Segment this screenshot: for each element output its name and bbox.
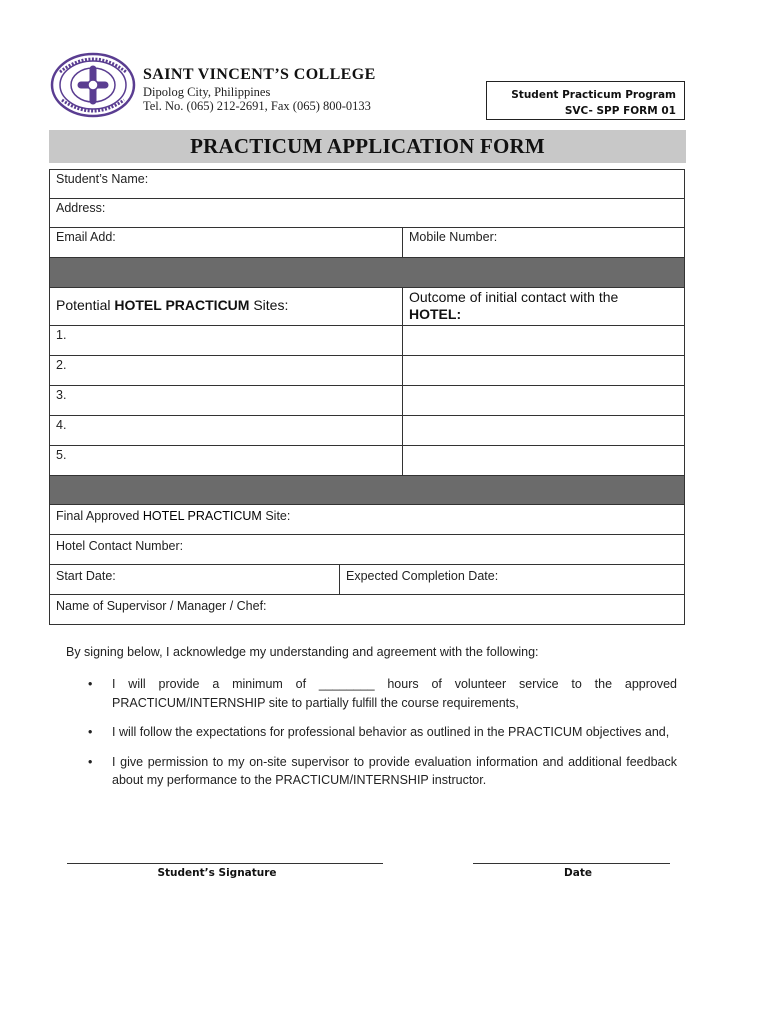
student-name-label: Student’s Name:	[56, 172, 149, 186]
address-line-2: Tel. No. (065) 212-2691, Fax (065) 800-0133	[143, 99, 371, 113]
site-number: 3.	[56, 388, 67, 402]
potential-sites-header	[50, 288, 402, 325]
outcome-field[interactable]	[402, 326, 684, 355]
completion-date-field[interactable]	[339, 565, 684, 594]
form-code-box	[486, 81, 685, 120]
agreement-item	[88, 723, 677, 742]
site-field[interactable]	[50, 416, 402, 445]
sites-header-bold: HOTEL PRACTICUM	[114, 297, 250, 313]
sites-header-prefix: Potential	[56, 297, 115, 313]
address-row[interactable]	[49, 199, 685, 228]
agreement-item-text: I give permission to my on-site supervisor to provide evaluation information and additional feedback about my performance to the PRACTICUM/INTERNSHIP instructor.	[112, 754, 677, 787]
student-signature-label: Student’s Signature	[157, 867, 277, 879]
email-label: Email Add:	[56, 230, 116, 244]
mobile-label: Mobile Number:	[409, 230, 498, 244]
student-name-row[interactable]	[49, 169, 685, 199]
start-date-label: Start Date:	[56, 569, 116, 583]
hotel-contact-label: Hotel Contact Number:	[56, 539, 184, 553]
site-field[interactable]	[50, 386, 402, 415]
site-field[interactable]	[50, 446, 402, 475]
agreement-intro: By signing below, I acknowledge my understanding and agreement with the following:	[66, 645, 539, 659]
completion-date-label: Expected Completion Date:	[346, 569, 499, 583]
date-label: Date	[564, 867, 592, 879]
site-number: 1.	[56, 328, 67, 342]
approved-suffix: Site:	[261, 509, 291, 523]
supervisor-label: Name of Supervisor / Manager / Chef:	[56, 599, 267, 613]
supervisor-row[interactable]	[49, 595, 685, 625]
site-row	[49, 326, 685, 356]
contact-row	[49, 228, 685, 258]
approved-site-label	[50, 505, 684, 534]
college-seal-logo	[50, 52, 136, 118]
agreement-list	[88, 675, 677, 801]
outcome-header-line2: HOTEL:	[409, 306, 462, 322]
bullet-point: •	[88, 754, 93, 769]
section-divider	[49, 476, 685, 505]
start-date-field[interactable]	[50, 565, 339, 594]
approved-bold: HOTEL PRACTICUM	[142, 509, 262, 523]
agreement-item-text: I will provide a minimum of ________ hours of volunteer service to the approved PRACTICUM/INTERNSHIP site to partially fulfill the course requirements,	[112, 677, 677, 710]
dates-row	[49, 565, 685, 595]
hotel-contact-row[interactable]	[49, 535, 685, 565]
date-line[interactable]	[473, 863, 670, 864]
form-title: PRACTICUM APPLICATION FORM	[190, 134, 545, 158]
college-address	[143, 85, 371, 113]
site-row	[49, 446, 685, 476]
outcome-header	[402, 288, 684, 325]
program-label: Student Practicum Program	[511, 89, 676, 101]
form-code: SVC- SPP FORM 01	[564, 105, 676, 117]
agreement-item	[88, 753, 677, 790]
site-field[interactable]	[50, 326, 402, 355]
outcome-header-line1: Outcome of initial contact with the	[409, 289, 619, 305]
bullet-point: •	[88, 725, 93, 739]
outcome-field[interactable]	[402, 356, 684, 385]
sites-header-suffix: Sites:	[249, 297, 289, 313]
site-number: 4.	[56, 418, 67, 432]
agreement-item-text: I will follow the expectations for professional behavior as outlined in the PRACTICUM objectives and,	[112, 725, 670, 739]
address-line-1: Dipolog City, Philippines	[143, 85, 271, 99]
site-number: 2.	[56, 358, 67, 372]
bullet-point: •	[88, 677, 93, 691]
outcome-field[interactable]	[402, 416, 684, 445]
student-signature-line[interactable]	[67, 863, 383, 864]
sites-header-row	[49, 288, 685, 326]
college-name: SAINT VINCENT’S COLLEGE	[143, 66, 376, 83]
application-table	[49, 169, 685, 625]
site-row	[49, 356, 685, 386]
address-label: Address:	[56, 201, 106, 215]
approved-prefix: Final Approved	[56, 509, 143, 523]
mobile-field[interactable]	[402, 228, 684, 257]
site-row	[49, 416, 685, 446]
outcome-field[interactable]	[402, 386, 684, 415]
section-divider	[49, 258, 685, 288]
outcome-field[interactable]	[402, 446, 684, 475]
email-field[interactable]	[50, 228, 402, 257]
site-number: 5.	[56, 448, 67, 462]
site-field[interactable]	[50, 356, 402, 385]
agreement-item	[88, 675, 677, 712]
approved-site-row[interactable]	[49, 505, 685, 535]
site-row	[49, 386, 685, 416]
